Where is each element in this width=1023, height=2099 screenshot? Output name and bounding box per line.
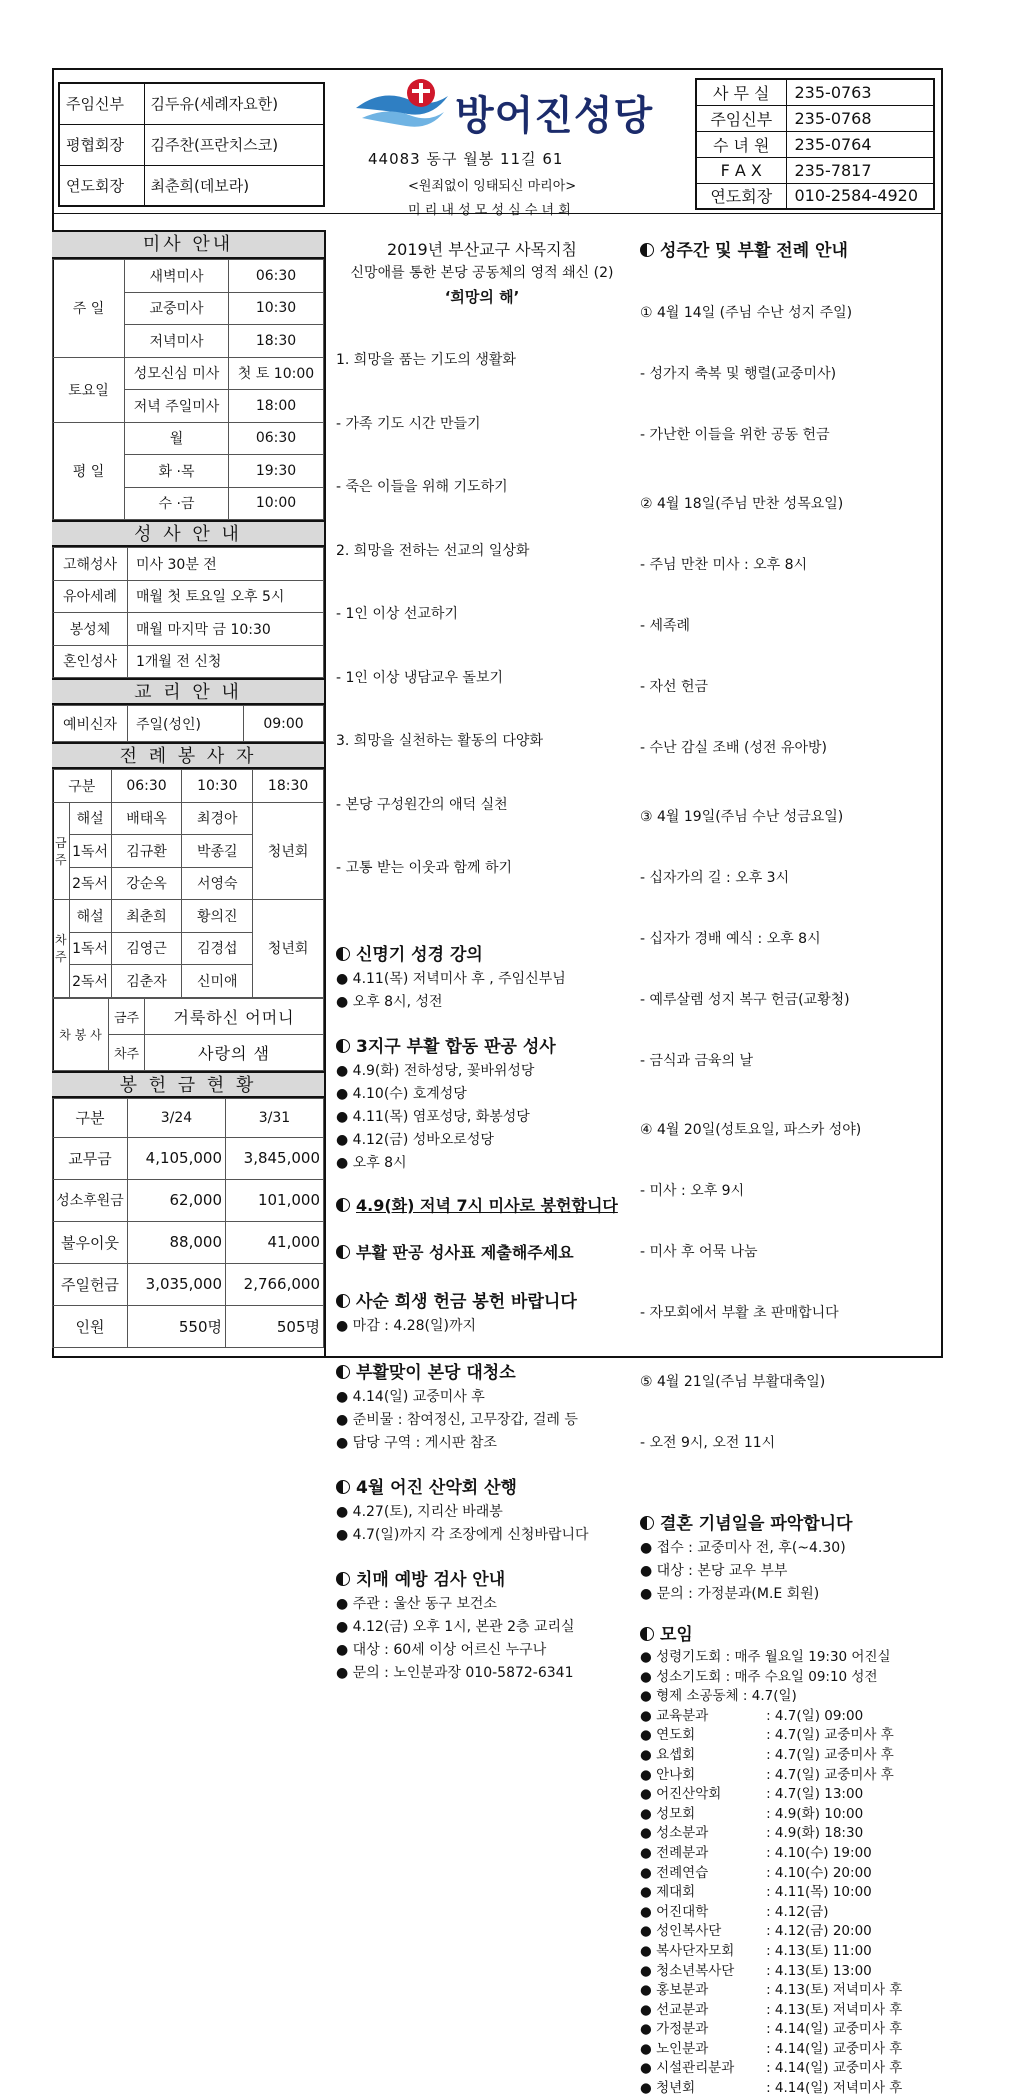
offering-table	[52, 1098, 324, 1348]
meeting-name: 형제 소공동체	[656, 1688, 739, 1705]
section-line: ● 오후 8시, 성전	[336, 993, 443, 1010]
meeting-time: 매주 월요일 19:30 어진실	[734, 1649, 891, 1665]
mass-name: 수 ·금	[125, 487, 229, 520]
meeting-time: 4.7(일) 13:00	[774, 1786, 864, 1803]
meeting-name: 제대회	[656, 1884, 696, 1901]
meeting-row: ● 어진대학 : 4.12(금)	[640, 1903, 936, 1923]
meeting-row: ● 노인분과 : 4.14(일) 교중미사 후	[640, 2040, 936, 2060]
meeting-time: 4.14(일) 교중미사 후	[774, 2060, 903, 2077]
mass-time: 18:30	[229, 325, 324, 358]
wedding-line: ● 문의 : 가정분과(M.E 회원)	[640, 1586, 820, 1602]
meeting-row: ● 형제 소공동체 : 4.7(일)	[640, 1687, 936, 1707]
meeting-time: 4.12(금)	[774, 1903, 829, 1920]
sacrament-value: 미사 30분 전	[128, 548, 324, 581]
holy-line: - 예루살렘 성지 복구 헌금(교황청)	[640, 992, 850, 1008]
section-heading	[336, 1240, 628, 1263]
offering-value: 2,766,000	[226, 1263, 324, 1305]
address: 44083 동구 월봉 11길 61	[368, 150, 564, 168]
meeting-name: 복사단자모회	[656, 1942, 735, 1959]
offering-header: 구분	[53, 1098, 128, 1137]
section-heading	[640, 236, 936, 261]
contact-number: 235-0768	[786, 105, 934, 131]
guideline-line: 1. 희망을 품는 기도의 생활화	[336, 352, 516, 368]
mass-time: 06:30	[229, 260, 324, 293]
section-title: 치매 예방 검사 안내	[356, 1569, 506, 1590]
section-heading	[640, 1620, 936, 1645]
contact-table	[695, 78, 935, 210]
holy-week-list	[640, 264, 936, 1493]
offering-value: 505명	[226, 1305, 324, 1347]
label-pastor: 주임신부	[59, 83, 144, 124]
section-line: ● 문의 : 노인분과장 010-5872-6341	[336, 1664, 574, 1681]
meeting-time: 4.9(화) 18:30	[774, 1825, 864, 1842]
weekday-label: 평 일	[53, 422, 125, 520]
section-line: ● 4.7(일)까지 각 조장에게 신청바랍니다	[336, 1526, 589, 1543]
holy-line: - 오전 9시, 오전 11시	[640, 1435, 776, 1451]
liturgy-header: 06:30	[111, 770, 182, 803]
contact-label: 주임신부	[696, 105, 786, 131]
meeting-row: ● 복사단자모회 : 4.13(토) 11:00	[640, 1942, 936, 1962]
section-heading	[336, 1032, 628, 1057]
contact-label: 사 무 실	[696, 79, 786, 105]
this-week-label: 금 주	[53, 802, 70, 900]
offering-value: 3,845,000	[226, 1137, 324, 1179]
value-yeondo: 최춘희(데보라)	[144, 165, 324, 206]
car-service-label: 차 봉 사	[53, 998, 109, 1070]
holy-line: - 수난 감실 조배 (성전 유아방)	[640, 740, 827, 756]
holy-line: - 주님 만찬 미사 : 오후 8시	[640, 557, 808, 573]
meeting-time: 4.11(목) 10:00	[774, 1884, 872, 1901]
role-label: 1독서	[69, 835, 111, 868]
meeting-time: 4.12(금) 20:00	[774, 1923, 872, 1940]
section-heading	[336, 1473, 628, 1498]
role-label: 해설	[69, 802, 111, 835]
section-title: 부활 판공 성사표 제출해주세요	[356, 1242, 574, 1262]
server-name: 박종길	[182, 835, 253, 868]
mass-time: 06:30	[229, 422, 324, 455]
holy-line: - 십자가의 길 : 오후 3시	[640, 870, 790, 886]
doctrine-time: 09:00	[244, 706, 324, 742]
holy-head: ③ 4월 19일(주님 수난 성금요일)	[640, 809, 844, 825]
meeting-name: 성소기도회	[656, 1668, 722, 1685]
meeting-name: 홍보분과	[656, 1982, 709, 1999]
holy-head: ① 4월 14일 (주님 수난 성지 주일)	[640, 305, 853, 321]
guideline-line: - 본당 구성원간의 애덕 실천	[336, 796, 508, 813]
offering-value: 101,000	[226, 1179, 324, 1221]
section-heading	[336, 1287, 628, 1312]
right-column	[640, 236, 936, 2099]
meeting-row: ● 청소년복사단 : 4.13(토) 13:00	[640, 1962, 936, 1982]
motto: <원죄없이 잉태되신 마리아>	[408, 179, 577, 194]
meeting-name: 안나회	[656, 1766, 696, 1783]
meeting-row: ● 성소분과 : 4.9(화) 18:30	[640, 1824, 936, 1844]
meeting-name: 청년회	[656, 2080, 696, 2097]
offering-value: 62,000	[128, 1179, 226, 1221]
offering-label: 불우이웃	[53, 1221, 128, 1263]
meeting-row: ● 어진산악회 : 4.7(일) 13:00	[640, 1785, 936, 1805]
meeting-name: 노인분과	[656, 2040, 709, 2057]
meeting-row: ● 전례분과 : 4.10(수) 19:00	[640, 1844, 936, 1864]
sunday-label: 주 일	[53, 260, 125, 358]
sacrament-label: 유아세례	[53, 580, 128, 613]
car-service-table	[52, 998, 324, 1071]
car-name: 사랑의 샘	[145, 1034, 324, 1070]
contact-label: 연도회장	[696, 183, 786, 209]
liturgy-header: 구분	[53, 770, 112, 803]
meeting-name: 성소분과	[656, 1825, 709, 1842]
doctrine-table	[52, 705, 324, 742]
mass-name: 성모신심 미사	[125, 357, 229, 390]
server-name: 신미애	[182, 965, 253, 998]
half-circle-icon	[336, 1245, 350, 1259]
section-line: ● 4.9(화) 전하성당, 꽃바위성당	[336, 1062, 535, 1079]
section-title: 부활맞이 본당 대청소	[356, 1362, 516, 1383]
holy-head: ② 4월 18일(주님 만찬 성목요일)	[640, 496, 844, 512]
mass-time: 18:00	[229, 390, 324, 423]
holy-head: ④ 4월 20일(성토요일, 파스카 성야)	[640, 1122, 862, 1138]
saturday-label: 토요일	[53, 357, 125, 422]
youth-label: 청년회	[253, 802, 324, 900]
section-line: ● 4.11(목) 저녁미사 후 , 주임신부님	[336, 970, 566, 987]
section-line: ● 4.11(목) 염포성당, 화봉성당	[336, 1108, 530, 1125]
value-council: 김주찬(프란치스코)	[144, 124, 324, 165]
meeting-row: ● 성령기도회 : 매주 월요일 19:30 어진실	[640, 1648, 936, 1668]
section-line: ● 4.12(금) 오후 1시, 본관 2층 교리실	[336, 1618, 575, 1635]
liturgy-title: 전 례 봉 사 자	[52, 742, 324, 769]
guideline-line: 3. 희망을 실천하는 활동의 다양화	[336, 733, 543, 749]
meeting-row: ● 제대회 : 4.11(목) 10:00	[640, 1883, 936, 1903]
section-line: ● 오후 8시	[336, 1154, 407, 1171]
meeting-name: 전례연습	[656, 1864, 709, 1881]
meeting-time: 4.13(토) 저녁미사 후	[774, 2001, 903, 2018]
meeting-row: ● 시설관리분과 : 4.14(일) 교중미사 후	[640, 2059, 936, 2079]
half-circle-icon	[640, 1627, 654, 1641]
section-heading	[336, 1358, 628, 1383]
meeting-row: ● 안나회 : 4.7(일) 교중미사 후	[640, 1766, 936, 1786]
offering-title: 봉 헌 금 현 황	[52, 1071, 324, 1098]
guideline-title: 2019년 부산교구 사목지침	[387, 240, 577, 259]
meeting-name: 어진산악회	[656, 1786, 722, 1803]
meeting-row: ● 선교분과 : 4.13(토) 저녁미사 후	[640, 2001, 936, 2021]
holy-head: ⑤ 4월 21일(주님 부활대축일)	[640, 1374, 826, 1390]
offering-label: 주일헌금	[53, 1263, 128, 1305]
section-line: ● 4.10(수) 호계성당	[336, 1085, 467, 1102]
mass-name: 월	[125, 422, 229, 455]
church-logo	[352, 70, 452, 140]
sacrament-label: 고해성사	[53, 548, 128, 581]
role-label: 2독서	[69, 965, 111, 998]
section-line: ● 4.14(일) 교중미사 후	[336, 1388, 485, 1405]
server-name: 최경아	[182, 802, 253, 835]
meeting-name: 청소년복사단	[656, 1962, 735, 1979]
car-name: 거룩하신 어머니	[145, 998, 324, 1034]
meeting-time: 4.7(일) 09:00	[774, 1707, 864, 1724]
mass-name: 화 ·목	[125, 455, 229, 488]
meeting-name: 연도회	[656, 1727, 696, 1744]
doctrine-title: 교 리 안 내	[52, 678, 324, 705]
holy-line: - 십자가 경배 예식 : 오후 8시	[640, 931, 821, 947]
meeting-time: 4.13(토) 13:00	[774, 1962, 872, 1979]
youth-label: 청년회	[253, 900, 324, 998]
server-name: 강순옥	[111, 867, 182, 900]
offering-value: 4,105,000	[128, 1137, 226, 1179]
server-name: 황의진	[182, 900, 253, 933]
holy-line: - 미사 후 어묵 나눔	[640, 1244, 758, 1260]
holy-line: - 가난한 이들을 위한 공동 헌금	[640, 427, 830, 443]
contact-number: 235-0763	[786, 79, 934, 105]
meeting-name: 요셉회	[656, 1746, 696, 1763]
half-circle-icon	[336, 1198, 350, 1212]
guideline-subtitle: 신망애를 통한 본당 공동체의 영적 쇄신 (2)	[350, 265, 614, 281]
mass-time: 첫 토 10:00	[229, 357, 324, 390]
mass-time: 10:00	[229, 487, 324, 520]
holy-line: - 자선 헌금	[640, 679, 709, 695]
meeting-row: ● 교육분과 : 4.7(일) 09:00	[640, 1707, 936, 1727]
guideline-line: - 가족 기도 시간 만들기	[336, 415, 481, 432]
wedding-line: ● 대상 : 본당 교우 부부	[640, 1563, 788, 1579]
guideline-theme: ‘희망의 해’	[444, 288, 520, 306]
section-line: ● 마감 : 4.28(일)까지	[336, 1317, 476, 1334]
offering-label: 인원	[53, 1305, 128, 1347]
section-line: ● 주관 : 울산 동구 보건소	[336, 1595, 497, 1612]
liturgy-header: 18:30	[253, 770, 324, 803]
offering-value: 550명	[128, 1305, 226, 1347]
contact-label: F A X	[696, 157, 786, 183]
meeting-name: 시설관리분과	[656, 2060, 735, 2077]
mass-name: 새벽미사	[125, 260, 229, 293]
server-name: 서영숙	[182, 867, 253, 900]
section-title: 4월 어진 산악회 산행	[356, 1477, 517, 1498]
half-circle-icon	[336, 1294, 350, 1308]
meeting-time: 매주 수요일 09:10 성전	[734, 1668, 878, 1685]
meeting-name: 교육분과	[656, 1707, 709, 1724]
sacrament-title: 성 사 안 내	[52, 520, 324, 547]
offering-label: 교무금	[53, 1137, 128, 1179]
mass-time: 19:30	[229, 455, 324, 488]
section-line: ● 준비물 : 참여정신, 고무장갑, 걸레 등	[336, 1411, 578, 1428]
section-title: 4.9(화) 저녁 7시 미사로 봉헌합니다	[356, 1195, 618, 1215]
section-title: 신명기 성경 강의	[356, 944, 483, 965]
server-name: 김영근	[111, 932, 182, 965]
meeting-row: ● 성모회 : 4.9(화) 10:00	[640, 1805, 936, 1825]
sacrament-value: 매월 마지막 금 10:30	[128, 613, 324, 646]
meeting-name: 가정분과	[656, 2021, 709, 2038]
label-council: 평협회장	[59, 124, 144, 165]
meeting-row: ● 연도회 : 4.7(일) 교중미사 후	[640, 1726, 936, 1746]
half-circle-icon	[336, 947, 350, 961]
offering-value: 88,000	[128, 1221, 226, 1263]
meeting-name: 선교분과	[656, 2001, 709, 2018]
half-circle-icon	[640, 243, 654, 257]
doctrine-day: 주일(성인)	[128, 706, 244, 742]
doctrine-label: 예비신자	[53, 706, 128, 742]
offering-value: 3,035,000	[128, 1263, 226, 1305]
half-circle-icon	[336, 1480, 350, 1494]
half-circle-icon	[640, 1516, 654, 1530]
mass-table	[52, 259, 324, 520]
section-line: ● 4.27(토), 지리산 바래봉	[336, 1503, 503, 1520]
contact-number: 235-0764	[786, 131, 934, 157]
meeting-time: 4.7(일) 교중미사 후	[774, 1727, 894, 1744]
mass-name: 저녁미사	[125, 325, 229, 358]
section-title: 결혼 기념일을 파악합니다	[660, 1514, 853, 1534]
meeting-time: 4.14(일) 교중미사 후	[774, 2021, 903, 2038]
left-column	[52, 230, 326, 1358]
meeting-time: 4.13(토) 저녁미사 후	[774, 1982, 903, 1999]
role-label: 해설	[69, 900, 111, 933]
middle-column	[336, 238, 628, 1685]
contact-number: 010-2584-4920	[786, 183, 934, 209]
meeting-time: 4.7(일) 교중미사 후	[774, 1746, 894, 1763]
half-circle-icon	[336, 1039, 350, 1053]
meeting-time: 4.14(일) 교중미사 후	[774, 2040, 903, 2057]
server-name: 김규환	[111, 835, 182, 868]
mass-time: 10:30	[229, 292, 324, 325]
server-name: 김춘자	[111, 965, 182, 998]
meeting-name: 성령기도회	[656, 1649, 722, 1665]
guideline-line: 2. 희망을 전하는 선교의 일상화	[336, 542, 530, 559]
holy-line: - 금식과 금육의 날	[640, 1053, 754, 1069]
server-name: 김경섭	[182, 932, 253, 965]
meeting-time: 4.10(수) 19:00	[774, 1844, 872, 1861]
meeting-row: ● 요셉회 : 4.7(일) 교중미사 후	[640, 1746, 936, 1766]
meeting-name: 어진대학	[656, 1903, 709, 1920]
liturgy-header: 10:30	[182, 770, 253, 803]
meeting-time: 4.7(일)	[751, 1688, 797, 1705]
mass-title: 미사 안내	[52, 232, 324, 259]
sacrament-value: 1개월 전 신청	[128, 645, 324, 678]
liturgy-table	[52, 769, 324, 998]
holy-line: - 세족례	[640, 618, 691, 634]
section-title: 사순 희생 헌금 봉헌 바랍니다	[356, 1291, 577, 1312]
offering-header: 3/31	[226, 1098, 324, 1137]
holy-line: - 미사 : 오후 9시	[640, 1183, 745, 1199]
meeting-name: 성인복사단	[656, 1923, 722, 1940]
server-name: 최춘희	[111, 900, 182, 933]
sacrament-label: 혼인성사	[53, 645, 128, 678]
meeting-row: ● 홍보분과 : 4.13(토) 저녁미사 후	[640, 1981, 936, 2001]
section-line: ● 4.12(금) 성바오로성당	[336, 1131, 494, 1148]
meeting-row: ● 가정분과 : 4.14(일) 교중미사 후	[640, 2020, 936, 2040]
mass-name: 저녁 주일미사	[125, 390, 229, 423]
guideline-line: - 1인 이상 냉담교우 돌보기	[336, 669, 503, 686]
meeting-name: 성모회	[656, 1805, 696, 1822]
meeting-list	[640, 1648, 936, 2099]
meeting-time: 4.7(일) 교중미사 후	[774, 1766, 894, 1783]
mass-name: 교중미사	[125, 292, 229, 325]
guideline-list	[336, 310, 628, 920]
label-yeondo: 연도회장	[59, 165, 144, 206]
header-left-table	[58, 82, 325, 207]
meeting-row: ● 성소기도회 : 매주 수요일 09:10 성전	[640, 1668, 936, 1688]
value-pastor: 김두유(세례자요한)	[144, 83, 324, 124]
section-title: 3지구 부활 합동 판공 성사	[356, 1036, 556, 1057]
sisters: 미 리 내 성 모 성 심 수 녀 회	[408, 203, 571, 218]
meeting-time: 4.13(토) 11:00	[774, 1942, 872, 1959]
section-line: ● 대상 : 60세 이상 어르신 누구나	[336, 1641, 547, 1658]
guideline-line: - 1인 이상 선교하기	[336, 606, 458, 622]
half-circle-icon	[336, 1365, 350, 1379]
meeting-row: ● 전례연습 : 4.10(수) 20:00	[640, 1864, 936, 1884]
contact-number: 235-7817	[786, 157, 934, 183]
role-label: 1독서	[69, 932, 111, 965]
meeting-time: 4.10(수) 20:00	[774, 1864, 872, 1881]
holy-line: - 성가지 축복 및 행렬(교중미사)	[640, 366, 837, 382]
sacrament-label: 봉성체	[53, 613, 128, 646]
guideline-line: - 고통 받는 이웃과 함께 하기	[336, 860, 513, 876]
section-heading	[336, 940, 628, 965]
half-circle-icon	[336, 1572, 350, 1586]
car-week: 차주	[109, 1034, 145, 1070]
contact-label: 수 녀 원	[696, 131, 786, 157]
section-title: 성주간 및 부활 전례 안내	[660, 241, 848, 261]
sacrament-value: 매월 첫 토요일 오후 5시	[128, 580, 324, 613]
sacrament-table	[52, 547, 324, 678]
section-title: 모임	[660, 1625, 693, 1645]
guideline-line: - 죽은 이들을 위해 기도하기	[336, 479, 508, 495]
meeting-row: ● 성인복사단 : 4.12(금) 20:00	[640, 1922, 936, 1942]
section-heading	[640, 1509, 936, 1534]
wedding-line: ● 접수 : 교중미사 전, 후(~4.30)	[640, 1540, 846, 1556]
server-name: 배태옥	[111, 802, 182, 835]
role-label: 2독서	[69, 867, 111, 900]
offering-label: 성소후원금	[53, 1179, 128, 1221]
car-week: 금주	[109, 998, 145, 1034]
offering-value: 41,000	[226, 1221, 324, 1263]
meeting-row: ● 청년회 : 4.14(일) 저녁미사 후	[640, 2079, 936, 2099]
meeting-name: 전례분과	[656, 1844, 709, 1861]
church-name: 방어진성당	[455, 93, 654, 139]
section-heading	[336, 1565, 628, 1590]
holy-line: - 자모회에서 부활 초 판매합니다	[640, 1305, 839, 1321]
next-week-label: 차 주	[53, 900, 70, 998]
offering-header: 3/24	[128, 1098, 226, 1137]
meeting-time: 4.14(일) 저녁미사 후	[774, 2080, 903, 2097]
section-heading	[336, 1193, 628, 1216]
section-line: ● 담당 구역 : 게시판 참조	[336, 1434, 497, 1451]
meeting-time: 4.9(화) 10:00	[774, 1805, 864, 1822]
